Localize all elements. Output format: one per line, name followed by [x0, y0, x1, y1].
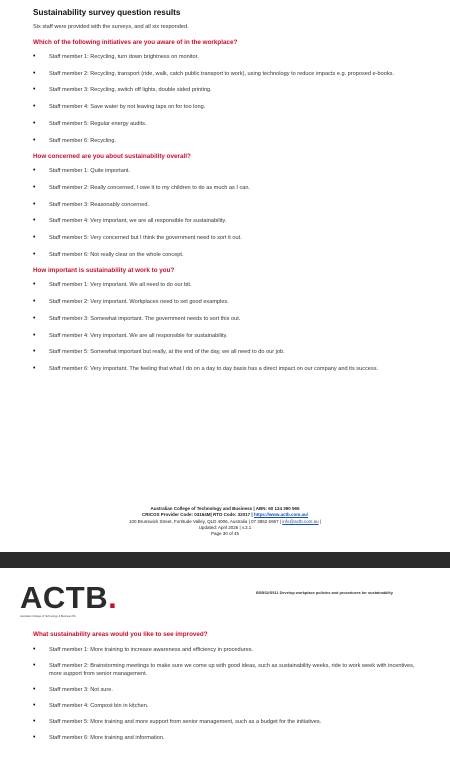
unit-header: BSBSUS511 Develop workplace policies and procedures for sustainability — [256, 590, 393, 595]
logo-dot: . — [108, 580, 118, 615]
footer-address-text: 100 Brunswick Street, Fortitude Valley, QLD 4006, Australia | 07 3852 6967 | — [128, 518, 283, 524]
logo-wordmark — [20, 582, 117, 613]
list-item: • Staff member 4: Save water by not leaving taps on for too long. — [33, 103, 423, 111]
list-item: • Staff member 1: Recycling, turn down brightness on monitor. — [33, 53, 423, 61]
list-item: • Staff member 3: Recycling, switch off lights, double sided printing. — [33, 86, 423, 94]
list-item: • Staff member 5: Regular energy audits. — [33, 120, 423, 128]
answer-list-importance — [33, 281, 423, 373]
logo-text: ACTB — [20, 580, 109, 615]
answer-list-improvements — [33, 646, 428, 742]
list-item: • Staff member 6: More training and information. — [33, 734, 428, 742]
page-number: Page 30 of 45 — [210, 531, 240, 537]
list-item: • Staff member 3: Not sure. — [33, 686, 428, 694]
question-heading-importance: How important is sustainability at work to you? — [33, 267, 175, 275]
question-heading-improvements: What sustainability areas would you like to see improved? — [33, 631, 208, 638]
footer-address-end: | — [318, 518, 322, 524]
list-item: • Staff member 4: Very important, we are all responsible for sustainability. — [33, 217, 423, 225]
list-item: • Staff member 3: Reasonably concerned. — [33, 201, 423, 209]
list-item: • Staff member 5: Somewhat important but really, at the end of the day, we all need to do our job. — [33, 348, 423, 356]
page-footer — [0, 506, 450, 537]
question-heading-concern: How concerned are you about sustainability overall? — [33, 153, 191, 161]
answer-list-initiatives — [33, 53, 423, 145]
page-separator — [0, 552, 450, 568]
website-link[interactable]: https://www.actb.com.au/ — [253, 512, 309, 518]
list-item: • Staff member 4: Very important. We are all responsible for sustainability. — [33, 332, 423, 340]
list-item: • Staff member 6: Very important. The feeling that what I do on a day to day basis has a direct impact on our company and its success. — [33, 365, 423, 373]
email-link[interactable]: info@actb.com.au — [282, 518, 319, 524]
list-item: • Staff member 2: Really concerned. I owe it to my children to do as much as I can. — [33, 184, 423, 192]
page-content — [33, 8, 423, 382]
page-title: Sustainability survey question results — [33, 8, 181, 17]
logo-subtitle: Australian College of Technology & Business P/L — [20, 615, 77, 618]
list-item: • Staff member 1: Very important. We all need to do our bit. — [33, 281, 423, 289]
actb-logo — [20, 582, 117, 618]
question-heading-initiatives: Which of the following initiatives are you aware of in the workplace? — [33, 39, 238, 46]
list-item: • Staff member 2: Recycling, transport (ride, walk, catch public transport to work), using technology to reduce impacts e.g. proposed e-books. — [33, 70, 423, 78]
list-item: • Staff member 2: Very important. Workplaces need to set good examples. — [33, 298, 423, 306]
list-item: • Staff member 1: More training to increase awareness and efficiency in procedures. — [33, 646, 428, 654]
footer-college-line: Australian College of Technology and Business | ABN: 60 124 390 565 — [150, 506, 300, 511]
list-item: • Staff member 1: Quite important. — [33, 167, 423, 175]
page-content — [33, 631, 428, 750]
list-item: • Staff member 6: Recycling. — [33, 137, 423, 145]
list-item: • Staff member 5: Very concerned but I think the government need to sort it out. — [33, 234, 423, 242]
list-item: • Staff member 4: Compost bin in kitchen. — [33, 702, 428, 710]
list-item: • Staff member 2: Brainstorming meetings to make sure we come up with good ideas, such as sustainability weeks, ride to work week with incentives, more support from senior management. — [33, 662, 428, 678]
footer-updated-line: Updated: April 2026 | v.3.1 — [198, 524, 252, 530]
list-item: • Staff member 3: Somewhat important. The government needs to sort this out. — [33, 315, 423, 323]
footer-cricos-text: CRICOS Provider Code: 03164M| RTO Code: 32017 | — [141, 512, 254, 518]
document-page-31 — [0, 568, 450, 768]
intro-paragraph: Six staff were provided with the surveys, and all six responded. — [33, 24, 189, 30]
answer-list-concern — [33, 167, 423, 259]
list-item: • Staff member 6: Not really clear on the whole concept. — [33, 251, 423, 259]
list-item: • Staff member 5: More training and more support from senior management, such as a budget for the initiatives. — [33, 718, 428, 726]
